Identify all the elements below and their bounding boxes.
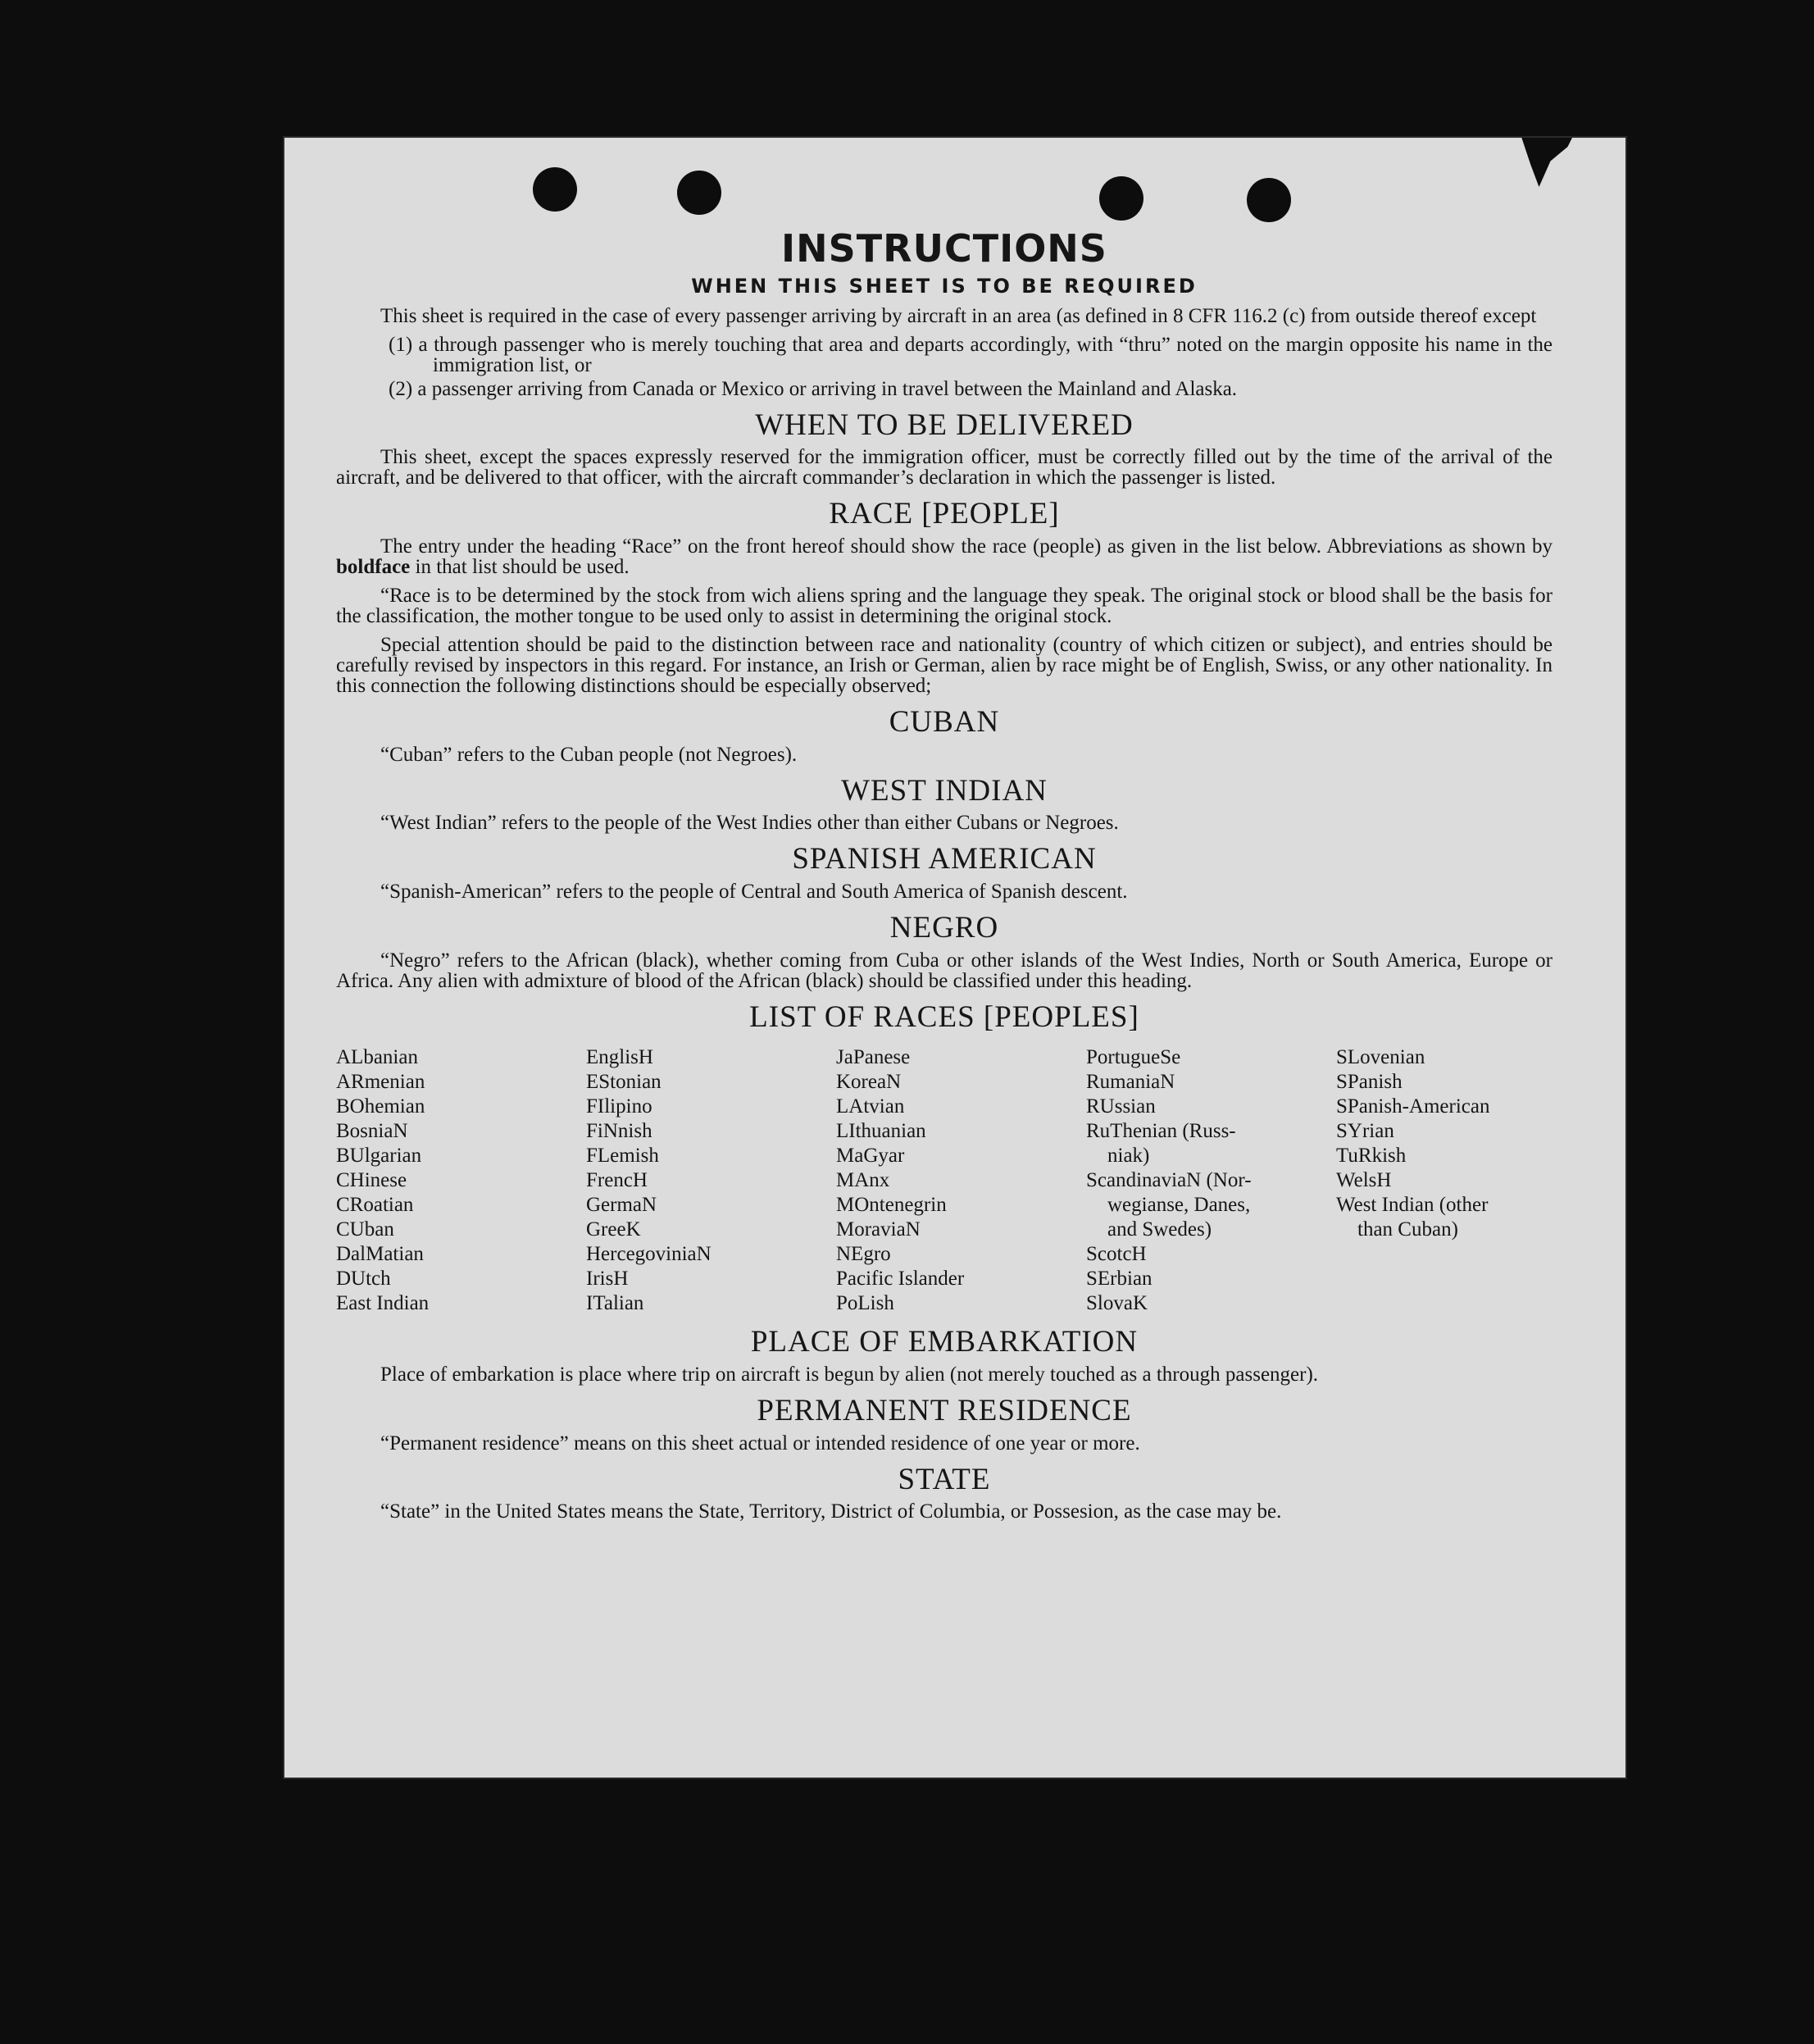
race-entry: BOhemian: [336, 1095, 425, 1118]
race-entry: than Cuban): [1357, 1218, 1458, 1241]
race-entry: PoLish: [836, 1292, 894, 1315]
race-entry: WelsH: [1336, 1169, 1392, 1192]
race-entry: RUssian: [1086, 1095, 1156, 1118]
heading-place-of-embarkation: PLACE OF EMBARKATION: [750, 1325, 1139, 1359]
races-column-3: [836, 1045, 1086, 1316]
races-column-1: [336, 1045, 586, 1316]
race-entry: KoreaN: [836, 1071, 902, 1094]
exception-1: (1) a through passenger who is merely touching that area and departs accordingly, with “thru” noted on the margin opposite his name in the immigration list, or: [389, 333, 1553, 376]
intro-paragraph: This sheet is required in the case of every passenger arriving by aircraft in an area (as defined in 8 CFR 116.2 (c) from outside thereof except: [380, 304, 1537, 327]
race-entry: MoraviaN: [836, 1218, 921, 1241]
race-entry: SYrian: [1336, 1120, 1394, 1143]
race-p1-end: in that list should be used.: [410, 555, 630, 578]
race-entry: MOntenegrin: [836, 1194, 947, 1217]
race-entry: SErbian: [1086, 1268, 1153, 1291]
heading-west-indian: WEST INDIAN: [841, 773, 1048, 808]
punch-hole-3: [1099, 176, 1143, 221]
race-p1-bold: boldface: [336, 555, 411, 578]
punch-hole-2: [677, 171, 721, 215]
races-list: [336, 1045, 1553, 1316]
punch-hole-1: [533, 167, 577, 212]
heading-cuban: CUBAN: [889, 704, 1000, 739]
race-entry: SlovaK: [1086, 1292, 1148, 1315]
torn-corner: [1519, 138, 1576, 187]
page-subtitle: WHEN THIS SHEET IS TO BE REQUIRED: [691, 274, 1198, 298]
race-entry: FLemish: [586, 1145, 659, 1168]
race-entry: PortugueSe: [1086, 1046, 1181, 1069]
race-entry: ScandinaviaN (Nor-: [1086, 1169, 1252, 1192]
race-entry: CRoatian: [336, 1194, 414, 1217]
race-entry: HercegoviniaN: [586, 1243, 712, 1266]
race-p1-start: The entry under the heading “Race” on the front hereof should show the race (people) as given in the list below. Abbreviations as shown by: [380, 535, 1553, 558]
races-column-5: [1336, 1045, 1553, 1316]
race-entry: SPanish-American: [1336, 1095, 1490, 1118]
race-entry: BosniaN: [336, 1120, 408, 1143]
state-text: “State” in the United States means the State, Territory, District of Columbia, or Possesion, as the case may be.: [380, 1500, 1282, 1523]
document-sheet: [284, 138, 1625, 1778]
race-entry: ScotcH: [1086, 1243, 1147, 1266]
race-entry: EStonian: [586, 1071, 661, 1094]
race-entry: FIlipino: [586, 1095, 652, 1118]
race-paragraph-2: “Race is to be determined by the stock from wich aliens spring and the language they speak. The original stock or blood shall be the basis for the classification, the mother tongue to be used only to assist in determining the original stock.: [336, 584, 1553, 627]
race-entry: RumaniaN: [1086, 1071, 1175, 1094]
heading-race: RACE [PEOPLE]: [829, 497, 1060, 531]
cuban-text: “Cuban” refers to the Cuban people (not Negroes).: [380, 743, 798, 766]
heading-negro: NEGRO: [889, 911, 999, 945]
race-entry: CUban: [336, 1218, 394, 1241]
race-entry: SPanish: [1336, 1071, 1403, 1094]
race-entry: DalMatian: [336, 1243, 424, 1266]
race-entry: East Indian: [336, 1292, 430, 1315]
west-indian-text: “West Indian” refers to the people of the West Indies other than either Cubans or Negroes.: [380, 812, 1119, 835]
race-paragraph-3: Special attention should be paid to the distinction between race and nationality (country of which citizen or subject), and entries should be carefully revised by inspectors in this regard. For instance, an Irish or German, alien by race might be of English, Swiss, or any other nationality. In this connection the following distinctions should be especially observed;: [336, 633, 1553, 697]
race-entry: FrencH: [586, 1169, 648, 1192]
race-entry: DUtch: [336, 1268, 391, 1291]
races-column-2: [586, 1045, 836, 1316]
heading-state: STATE: [898, 1462, 991, 1496]
race-entry: GreeK: [586, 1218, 641, 1241]
race-entry: LIthuanian: [836, 1120, 926, 1143]
race-entry: MaGyar: [836, 1145, 905, 1168]
races-column-4: [1086, 1045, 1336, 1316]
race-entry: ALbanian: [336, 1046, 418, 1069]
race-entry: SLovenian: [1336, 1046, 1425, 1069]
race-entry: NEgro: [836, 1243, 891, 1266]
heading-spanish-american: SPANISH AMERICAN: [792, 842, 1097, 876]
heading-list-of-races: LIST OF RACES [PEOPLES]: [749, 999, 1139, 1034]
residence-text: “Permanent residence” means on this sheet actual or intended residence of one year or more.: [380, 1432, 1140, 1454]
heading-when-delivered: WHEN TO BE DELIVERED: [755, 407, 1134, 442]
race-entry: GermaN: [586, 1194, 657, 1217]
race-entry: Pacific Islander: [836, 1268, 965, 1291]
race-entry: West Indian (other: [1336, 1194, 1489, 1217]
race-entry: ARmenian: [336, 1071, 425, 1094]
race-entry: LAtvian: [836, 1095, 905, 1118]
punch-hole-4: [1247, 178, 1291, 222]
race-entry: BUlgarian: [336, 1145, 422, 1168]
race-entry: IrisH: [586, 1268, 629, 1291]
race-entry: JaPanese: [836, 1046, 911, 1069]
race-entry: wegianse, Danes,: [1107, 1194, 1251, 1217]
race-entry: CHinese: [336, 1169, 407, 1192]
race-entry: and Swedes): [1107, 1218, 1212, 1241]
heading-permanent-residence: PERMANENT RESIDENCE: [757, 1394, 1132, 1428]
embarkation-text: Place of embarkation is place where trip on aircraft is begun by alien (not merely touched as a through passenger).: [380, 1363, 1319, 1386]
race-entry: EnglisH: [586, 1046, 653, 1069]
race-paragraph-1: [336, 536, 1553, 577]
instructions-content: [336, 228, 1553, 1530]
race-entry: MAnx: [836, 1169, 890, 1192]
spanish-american-text: “Spanish-American” refers to the people of Central and South America of Spanish descent.: [380, 881, 1128, 904]
delivered-text: This sheet, except the spaces expressly reserved for the immigration officer, must be correctly filled out by the time of the arrival of the aircraft, and be delivered to that officer, with the aircraft commander’s declaration in which the passenger is listed.: [336, 446, 1553, 489]
race-entry: niak): [1107, 1145, 1150, 1168]
page-title: INSTRUCTIONS: [781, 226, 1107, 271]
race-entry: TuRkish: [1336, 1145, 1407, 1168]
race-entry: FiNnish: [586, 1120, 652, 1143]
race-entry: ITalian: [586, 1292, 644, 1315]
negro-text: “Negro” refers to the African (black), whether coming from Cuba or other islands of the West Indies, North or South America, Europe or Africa. Any alien with admixture of blood of the African (black) should be classified under this heading.: [336, 949, 1553, 992]
race-entry: RuThenian (Russ-: [1086, 1120, 1236, 1143]
exception-2: (2) a passenger arriving from Canada or Mexico or arriving in travel between the Mainland and Alaska.: [389, 377, 1238, 400]
